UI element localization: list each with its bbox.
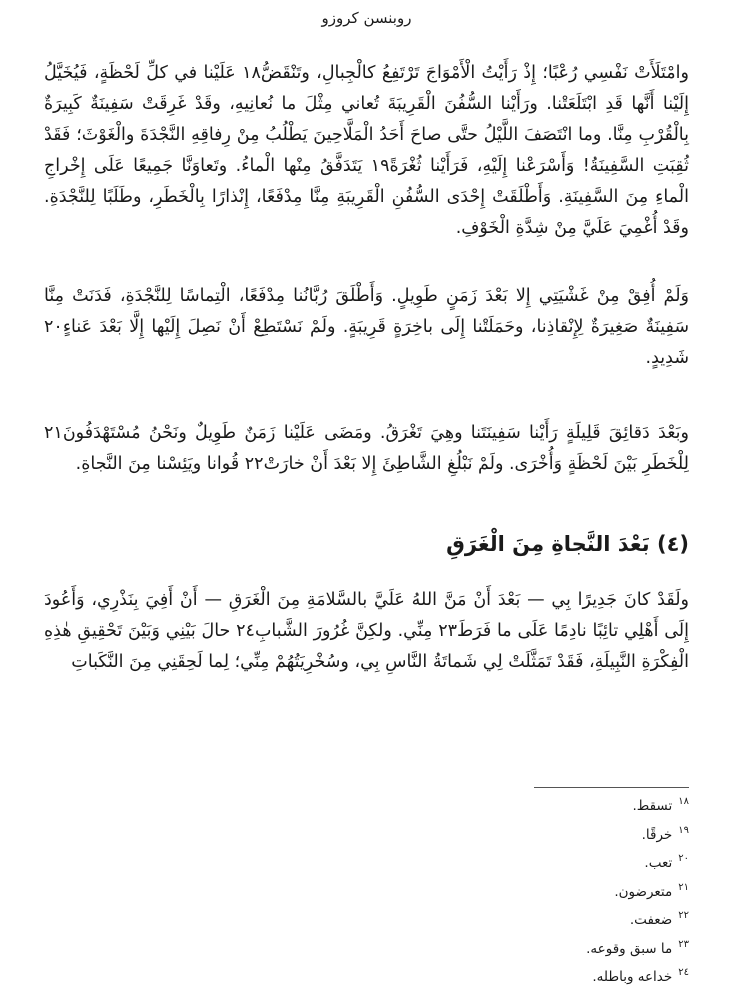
footnote-item <box>289 906 689 935</box>
footnote-number: ٢١ <box>678 881 689 893</box>
footnote-text: تعب. <box>644 855 673 871</box>
footnote-number: ١٨ <box>678 796 689 807</box>
footnote-item <box>289 849 689 878</box>
footnote-text: خداعه وباطله. <box>592 969 673 985</box>
footnote-item <box>289 963 689 992</box>
footnote-item <box>289 821 689 850</box>
footnote-item <box>289 878 689 907</box>
footnote-text: تسقط. <box>632 798 673 814</box>
footnote-text: ضعفت. <box>629 912 673 928</box>
section-heading: (٤) بَعْدَ النَّجاةِ مِنَ الْغَرَقِ <box>446 532 689 556</box>
footnote-item <box>289 792 689 821</box>
running-title: روبنسن كروزو <box>321 9 412 27</box>
paragraph-rescue: وَلَمْ أُفِقْ مِنْ غَشْيَتِي إِلا بَعْدَ زَمَنٍ طَوِيلٍ. وَأَطْلَقَ رُبَّانُنا مِدْفَعًا، الْتِماسًا لِلنَّجْدَةِ، فَدَنَتْ مِنَّا سَفِينَةٌ صَغِيرَةٌ لِإِنْقاذِنا، وحَمَلَتْنا إِلَى باخِرَةٍ قَرِيبَةٍ. ولَمْ نَسْتَطِعْ أَنْ نَصِلَ إِلَيْها إِلَّا بَعْدَ عَناءٍ٢٠ شَدِيدٍ. <box>44 286 689 368</box>
footnote-item <box>289 935 689 964</box>
footnote-number: ١٩ <box>678 824 689 836</box>
footnote-number: ٢٤ <box>678 967 689 978</box>
footnote-number: ٢٣ <box>678 938 689 950</box>
footnote-text: متعرضون. <box>614 883 673 900</box>
footnotes-list <box>289 792 689 992</box>
footnote-number: ٢٠ <box>678 853 689 864</box>
footnote-text: خرقًا. <box>641 826 673 843</box>
footnote-divider <box>534 787 689 788</box>
footnote-text: ما سبق وقوعه. <box>586 940 673 957</box>
paragraph-after-rescue: ولَقَدْ كانَ جَدِيرًا بِي — بَعْدَ أَنْ مَنَّ اللهُ عَلَيَّ بالسَّلامَةِ مِنَ الْغَرَقِ — أَنْ أَفِيَ بِنَذْرِي، وَأَعُودَ إِلَى أَهْلِي تائِبًا نادِمًا عَلَى ما فَرَطَ٢٣ مِنِّي. ولكِنَّ غُرُورَ الشَّبابِ٢٤ حالَ بَيْنِي وَبَيْنَ تَحْقِيقِ هٰذِهِ الْفِكْرَةِ النَّبِيلَةِ، فَقَدْ تَمَثَّلَتْ لِي شَماتَةُ النَّاسِ بِي، وسُخْرِيَتُهُمْ مِنِّي؛ لِما لَحِقَنِي مِنَ النَّكَباتِ <box>44 590 689 672</box>
footnote-number: ٢٢ <box>678 910 689 921</box>
paragraph-shipwreck: وبَعْدَ دَقائِقَ قَلِيلَةٍ رَأَيْنا سَفِينَتَنا وهِيَ تَغْرَقُ. ومَضَى عَلَيْنا زَمَنٌ طَوِيلٌ ونَحْنُ مُسْتَهْدَفُونَ٢١ لِلْخَطَرِ بَيْنَ لَحْظَةٍ وَأُخْرَى. ولَمْ نَبْلُغِ الشَّاطِئَ إِلا بَعْدَ أَنْ خارَتْ٢٢ قُوانا ويَئِسْنا مِنَ النَّجاةِ. <box>44 423 689 474</box>
paragraph-storm: وامْتَلَأَتْ نَفْسِي رُعْبًا؛ إِذْ رَأَيْتُ الْأَمْوَاجَ تَرْتَفِعُ كالْجِبالِ، وتَنْقَضُّ١٨ عَلَيْنا في كلِّ لَحْظَةٍ، فَيُخَيَّلُ إِلَيْنا أَنَّها قَدِ ابْتَلَعَتْنا. ورَأَيْنا السُّفُنَ الْقَرِيبَةَ تُعاني مِثْلَ ما نُعانِيهِ، وقَدْ غَرِقَتْ سَفِينَةٌ كَبِيرَةٌ بِالْقُرْبِ مِنَّا. وما انْتَصَفَ اللَّيْلُ حتَّى صاحَ أَحَدُ الْمَلَّاحِينَ يَطْلُبُ مِنْ رِفاقِهِ النَّجْدَةَ والْغَوْثَ؛ فَقَدْ ثُقِبَتِ السَّفِينَةُ! وَأَسْرَعْنا إِلَيْهِ، فَرَأَيْنا ثُغْرَةً١٩ يَتَدَفَّقُ مِنْها الْماءُ. وتَعاوَنَّا جَمِيعًا عَلَى إِخْراجِ الْماءِ مِنَ السَّفِينَةِ. وَأَطْلَقَتْ إِحْدَى السُّفُنِ الْقَرِيبَةِ مِنَّا مِدْفَعًا، إِنْذارًا بِالْخَطَرِ، وطَلَبًا لِلنَّجْدَةِ. وقَدْ أُغْمِيَ عَلَيَّ مِنْ شِدَّةِ الْخَوْفِ. <box>44 63 689 238</box>
